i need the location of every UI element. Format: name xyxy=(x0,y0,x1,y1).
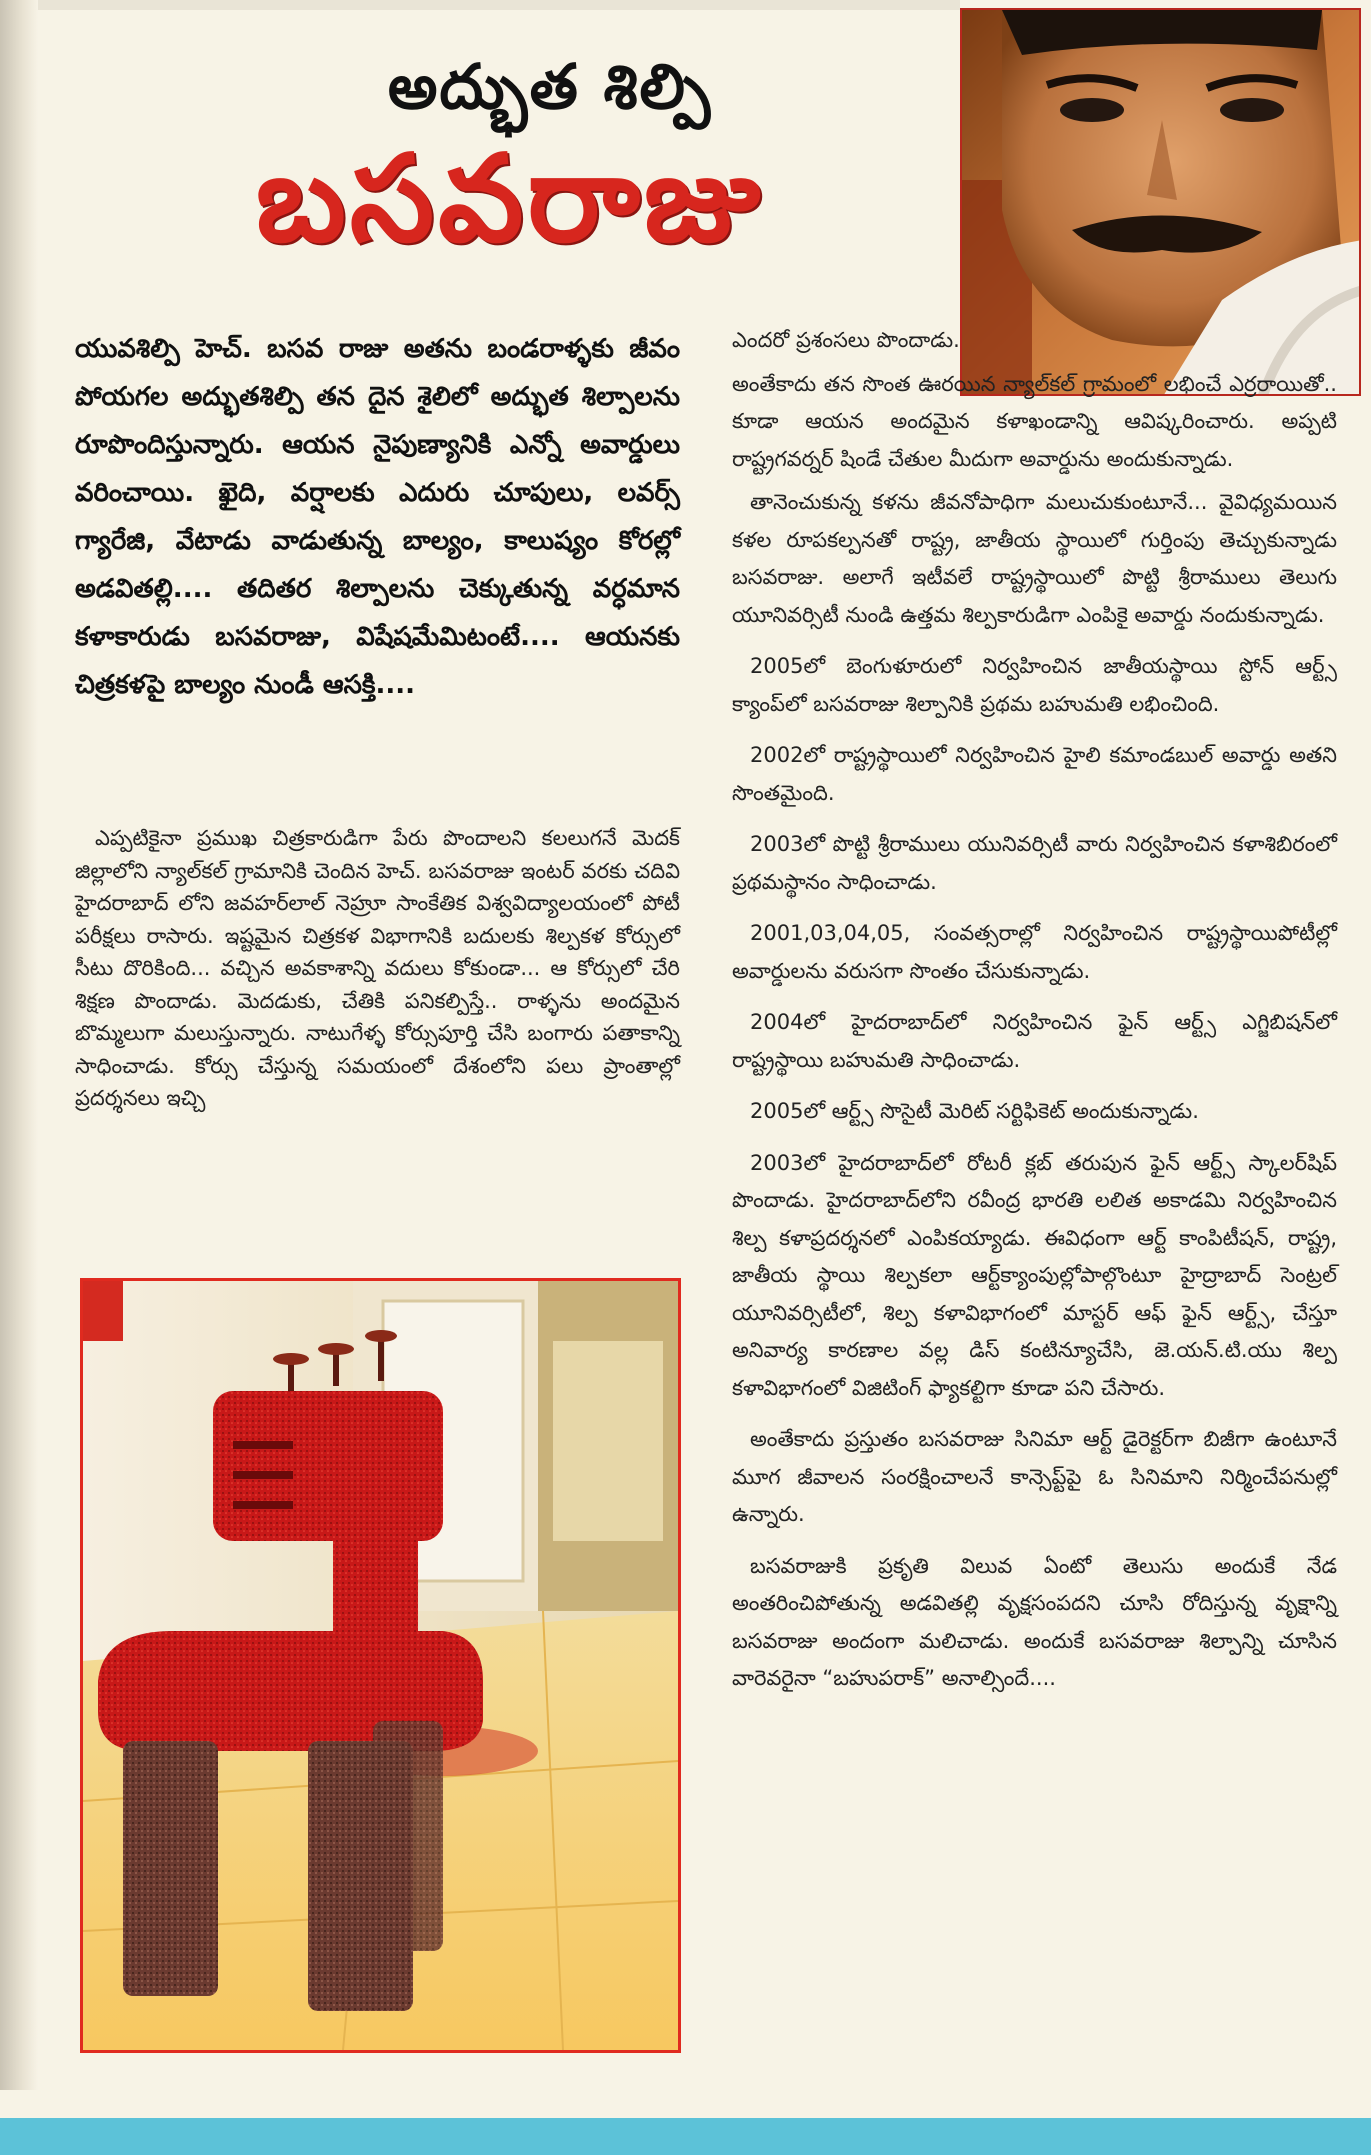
left-column-body xyxy=(75,822,680,1115)
sculpture-photo xyxy=(80,1278,681,2053)
article-lead-paragraph: యువశిల్పి హెచ్. బసవ రాజు అతను బండరాళ్ళకు జీవం పోయగల అద్భుతశిల్పి తన దైన శైలిలో అద్భుత శిల్పాలను రూపొందిస్తున్నారు. ఆయన నైపుణ్యానికి ఎన్నో అవార్డులు వరించాయి. ఖైది, వర్షాలకు ఎదురు చూపులు, లవర్స్ గ్యారేజి, వేటాడు వాడుతున్న బాల్యం, కాలుష్యం కోరల్లో అడవితల్లి.... తదితర శిల్పాలను చెక్కుతున్న వర్ధమాన కళాకారుడు బసవరాజు, విషేషమేమిటంటే.... ఆయనకు చిత్రకళపై బాల్యం నుండీ ఆసక్తి.... xyxy=(75,334,680,700)
page-fold-shadow xyxy=(0,0,38,2090)
bottom-color-strip xyxy=(0,2118,1371,2155)
right-paragraph-11: అంతేకాదు ప్రస్తుతం బసవరాజు సినిమా ఆర్ట్ డైరెక్టర్‌గా బిజీగా ఉంటూనే మూగ జీవాలన సంరక్షించాలనే కాన్సెప్ట్‌పై ఓ సినిమాని నిర్మించేపనుల్లో ఉన్నారు. xyxy=(732,1427,1337,1526)
right-paragraph-4: 2005లో బెంగుళూరులో నిర్వహించిన జాతీయస్థాయి స్టోన్ ఆర్ట్స్ క్యాంప్‌లో బసవరాజు శిల్పానికి ప్రథమ బహుమతి లభించింది. xyxy=(732,654,1337,716)
right-paragraph-2: అంతేకాదు తన సొంత ఊరయిన న్యాల్‌కల్ గ్రామంలో లభించే ఎర్రరాయితో.. కూడా ఆయన అందమైన కళాఖండాన్ని ఆవిష్కరించారు. అప్పటి రాష్ట్రగవర్నర్ షిండే చేతుల మీదుగా అవార్డును అందుకున్నాడు. xyxy=(732,371,1337,471)
right-column-body xyxy=(732,322,1337,1704)
right-paragraph-1: ఎందరో ప్రశంసలు పొందాడు. xyxy=(732,328,960,352)
right-paragraph-7: 2001,03,04,05, సంవత్సరాల్లో నిర్వహించిన రాష్ట్రస్థాయిపోటీల్లో అవార్డులను వరుసగా సొంతం చేసుకున్నాడు. xyxy=(732,921,1337,983)
red-stone-sculpture-illustration xyxy=(83,1281,678,2050)
right-paragraph-5: 2002లో రాష్ట్రస్థాయిలో నిర్వహించిన హైలి కమాండబుల్ అవార్డు అతని సొంతమైంది. xyxy=(732,743,1337,805)
top-edge xyxy=(0,0,960,10)
right-paragraph-8: 2004లో హైదరాబాద్‌లో నిర్వహించిన ఫైన్ ఆర్ట్స్ ఎగ్జిబిషన్‌లో రాష్ట్రస్థాయి బహుమతి సాధించాడు. xyxy=(732,1010,1337,1072)
right-paragraph-3: తానెంచుకున్న కళను జీవనోపాధిగా మలుచుకుంటూనే... వైవిధ్యమయిన కళల రూపకల్పనతో రాష్ట్ర, జాతీయ స్థాయిలో గుర్తింపు తెచ్చుకున్నాడు బసవరాజు. అలాగే ఇటీవలే రాష్ట్రస్థాయిలో పొట్టి శ్రీరాములు తెలుగు యూనివర్సిటీ నుండి ఉత్తమ శిల్పకారుడిగా ఎంపికై అవార్డు నందుకున్నాడు. xyxy=(732,490,1337,627)
right-paragraph-6: 2003లో పొట్టి శ్రీరాములు యునివర్సిటీ వారు నిర్వహించిన కళాశిబిరంలో ప్రథమస్థానం సాధించాడు. xyxy=(732,832,1337,894)
right-paragraph-10: 2003లో హైదరాబాద్‌లో రోటరీ క్లబ్ తరుపున ఫైన్ ఆర్ట్స్ స్కాలర్‌షిప్ పొందాడు. హైదరాబాద్‌లోని రవీంద్ర భారతి లలిత అకాడమి నిర్వహించిన శిల్ప కళాప్రదర్శనలో ఎంపికయ్యాడు. ఈవిధంగా ఆర్ట్ కాంపిటీషన్, రాష్ట్ర, జాతీయ స్థాయి శిల్పకలా ఆర్ట్‌క్యాంపుల్లోపాల్గొంటూ హైద్రాబాద్ సెంట్రల్ యూనివర్సిటీలో, శిల్ప కళావిభాగంలో మాస్టర్ ఆఫ్ ఫైన్ ఆర్ట్స్, చేస్తూ అనివార్య కారణాల వల్ల డిస్ కంటిన్యూచేసి, జె.యన్.టి.యు శిల్ప కళావిభాగంలో విజిటింగ్ ఫ్యాకల్టిగా కూడా పని చేసారు. xyxy=(732,1150,1337,1400)
right-paragraph-12: బసవరాజుకి ప్రకృతి విలువ ఏంటో తెలుసు అందుకే నేడ అంతరించిపోతున్న అడవితల్లి వృక్షసంపదని చూసి రోదిస్తున్న వృక్షాన్ని బసవరాజు అందంగా మలిచాడు. అందుకే బసవరాజు శిల్పాన్ని చూసిన వారెవరైనా “బహుపరాక్” అనాల్సిందే.... xyxy=(732,1553,1337,1690)
right-paragraph-9: 2005లో ఆర్ట్స్ సొసైటీ మెరిట్ సర్టిఫికెట్ అందుకున్నాడు. xyxy=(750,1099,1199,1123)
article-kicker: అద్భుత శిల్పి xyxy=(387,50,713,123)
article-headline: బసవరాజు xyxy=(255,130,765,269)
left-body-paragraph: ఎప్పటికైనా ప్రముఖ చిత్రకారుడిగా పేరు పొందాలని కలలుగనే మెదక్ జిల్లాలోని న్యాల్‌కల్ గ్రామానికి చెందిన హెచ్. బసవరాజు ఇంటర్ వరకు చదివి హైదరాబాద్ లోని జవహర్‌లాల్ నెహ్రూ సాంకేతిక విశ్వవిద్యాలయంలో పోటీ పరీక్షలు రాసారు. ఇష్టమైన చిత్రకళ విభాగానికి బదులకు శిల్పకళ కోర్సులో సీటు దొరికింది... వచ్చిన అవకాశాన్ని వదులు కోకుండా... ఆ కోర్సులో చేరి శిక్షణ పొందాడు. మెదడుకు, చేతికి పనికల్పిస్తే.. రాళ్ళను అందమైన బొమ్మలుగా మలుస్తున్నారు. నాటుగేళ్ళ కోర్సుపూర్తి చేసి బంగారు పతాకాన్ని సాధించాడు. కోర్సు చేస్తున్న సమయంలో దేశంలోని పలు ప్రాంతాల్లో ప్రదర్శనలు ఇచ్చి xyxy=(75,826,680,1110)
